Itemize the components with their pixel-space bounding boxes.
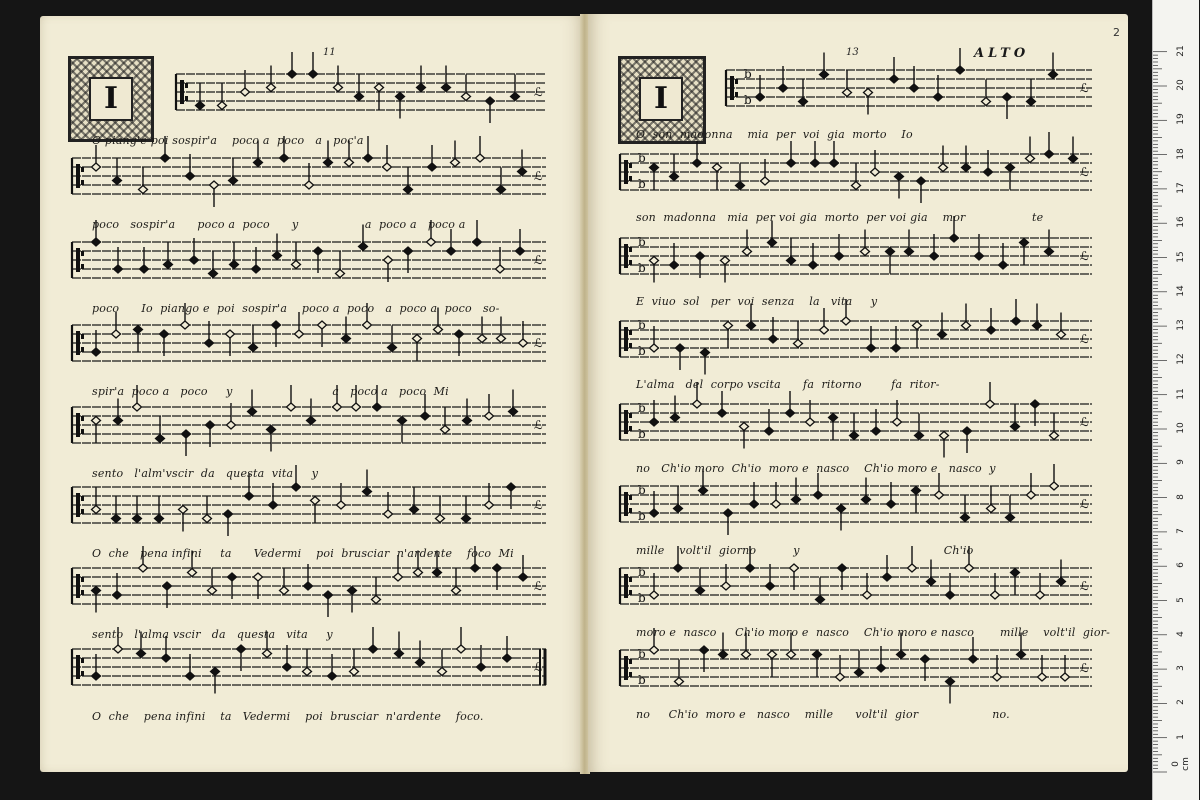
note bbox=[927, 560, 936, 586]
note bbox=[395, 632, 404, 658]
lyric-line: son madonna mia per voi gia morto per voi gia mor te bbox=[636, 211, 1044, 224]
svg-text:ℒ: ℒ bbox=[534, 660, 543, 674]
note bbox=[438, 650, 447, 676]
note bbox=[1011, 405, 1020, 431]
note bbox=[650, 257, 659, 283]
page-mark: 11 bbox=[323, 47, 336, 58]
ruler-label: 3 bbox=[1176, 665, 1186, 671]
svg-text:ℒ: ℒ bbox=[1080, 497, 1089, 511]
ruler-label: 5 bbox=[1176, 596, 1186, 603]
note bbox=[820, 53, 829, 79]
note bbox=[1006, 164, 1015, 190]
note bbox=[196, 84, 205, 110]
note bbox=[1027, 80, 1036, 106]
note bbox=[768, 651, 777, 677]
note bbox=[350, 650, 359, 676]
note bbox=[441, 408, 450, 434]
note bbox=[1011, 569, 1020, 595]
note bbox=[372, 578, 381, 604]
ruler-label: 8 bbox=[1176, 493, 1186, 500]
note bbox=[364, 136, 373, 162]
note bbox=[696, 569, 705, 595]
note bbox=[388, 326, 397, 352]
note bbox=[309, 52, 318, 78]
svg-text:b: b bbox=[638, 261, 646, 275]
note bbox=[307, 399, 316, 425]
svg-text:b: b bbox=[638, 235, 646, 249]
note bbox=[816, 578, 825, 604]
svg-text:ℒ: ℒ bbox=[534, 579, 543, 593]
svg-text:b: b bbox=[744, 67, 752, 81]
lyric-line: sento l'alm'vscir da questa vita y bbox=[92, 467, 319, 480]
svg-text:b: b bbox=[638, 483, 646, 497]
note bbox=[396, 93, 405, 119]
note bbox=[674, 487, 683, 513]
lyric-line: O son madonna mia per voi gia morto Io bbox=[636, 128, 913, 141]
lyric-line: no Ch'io moro Ch'io moro e nasco Ch'io moro e nasco y bbox=[636, 462, 996, 475]
note bbox=[209, 252, 218, 278]
svg-text:b: b bbox=[638, 565, 646, 579]
note bbox=[736, 164, 745, 190]
initial-letter: I bbox=[653, 81, 669, 116]
svg-text:b: b bbox=[638, 318, 646, 332]
note bbox=[1045, 132, 1054, 158]
note bbox=[940, 432, 949, 458]
note bbox=[895, 173, 904, 199]
note bbox=[671, 396, 680, 422]
lyric-line: moro e nasco Ch'io moro e nasco Ch'io moro e nasco mille volt'il gior- bbox=[636, 626, 1111, 639]
note bbox=[1049, 53, 1058, 79]
note bbox=[156, 417, 165, 443]
svg-text:b: b bbox=[638, 647, 646, 661]
note bbox=[886, 248, 895, 274]
initial-letter: I bbox=[103, 81, 119, 116]
note bbox=[956, 48, 965, 74]
note bbox=[375, 84, 384, 110]
note bbox=[404, 168, 413, 194]
svg-text:ℒ: ℒ bbox=[1080, 661, 1089, 675]
note bbox=[1033, 304, 1042, 330]
note bbox=[743, 230, 752, 256]
note bbox=[946, 678, 955, 704]
note bbox=[164, 243, 173, 269]
note bbox=[509, 390, 518, 416]
note bbox=[905, 230, 914, 256]
note bbox=[768, 221, 777, 247]
note bbox=[478, 317, 487, 343]
svg-text:ℒ: ℒ bbox=[534, 253, 543, 267]
note bbox=[288, 52, 297, 78]
right-page bbox=[588, 14, 1128, 772]
note bbox=[92, 587, 101, 613]
svg-text:b: b bbox=[638, 591, 646, 605]
note bbox=[1006, 496, 1015, 522]
note bbox=[862, 478, 871, 504]
svg-text:ℒ: ℒ bbox=[534, 169, 543, 183]
note bbox=[92, 488, 101, 514]
lyric-line: poco sospir'a poco a poco y a poco a poco a bbox=[92, 218, 466, 231]
note bbox=[861, 230, 870, 256]
lyric-line: poco Io piango e poi sospir'a poco a poco a poco a poco so- bbox=[92, 302, 500, 315]
lyric-line: E viuo sol per voi senza la vita y bbox=[636, 295, 878, 308]
ruler-label: 9 bbox=[1176, 459, 1186, 466]
note bbox=[939, 146, 948, 172]
note bbox=[813, 651, 822, 677]
note bbox=[864, 89, 873, 115]
note bbox=[650, 164, 659, 190]
note bbox=[336, 252, 345, 278]
note bbox=[1050, 464, 1059, 490]
note bbox=[218, 84, 227, 110]
ruler-unit-label: 0 cm bbox=[1171, 757, 1191, 771]
svg-text:ℒ: ℒ bbox=[1080, 81, 1089, 95]
lyric-line: L'alma del corpo vscita fa ritorno fa ritor- bbox=[636, 378, 940, 391]
lyric-line: O che pena infini ta Vedermi poi brusciar n'ardente foco Mi bbox=[92, 547, 514, 560]
note bbox=[938, 313, 947, 339]
lyric-line: no Ch'io moro e nasco mille volt'il gior no. bbox=[636, 708, 1010, 721]
note bbox=[229, 159, 238, 185]
note bbox=[962, 304, 971, 330]
note bbox=[155, 497, 164, 523]
note bbox=[133, 497, 142, 523]
staff bbox=[620, 132, 1092, 203]
note bbox=[1057, 560, 1066, 586]
note bbox=[852, 164, 861, 190]
note bbox=[497, 168, 506, 194]
page-mark: 13 bbox=[846, 47, 859, 58]
lyric-line: spir'a poco a poco y a poco a poco Mi bbox=[92, 385, 449, 398]
staff bbox=[620, 628, 1092, 704]
note bbox=[518, 150, 527, 176]
svg-text:ℒ: ℒ bbox=[534, 418, 543, 432]
note bbox=[462, 497, 471, 523]
ruler-label: 13 bbox=[1176, 319, 1186, 331]
note bbox=[134, 326, 143, 352]
svg-text:ℒ: ℒ bbox=[1080, 165, 1089, 179]
note bbox=[670, 155, 679, 181]
note bbox=[355, 75, 364, 101]
ruler-label: 17 bbox=[1176, 182, 1186, 194]
note bbox=[451, 141, 460, 167]
note bbox=[511, 75, 520, 101]
ruler-label: 7 bbox=[1176, 528, 1186, 534]
note bbox=[675, 660, 684, 686]
measurement-ruler bbox=[1152, 0, 1199, 800]
note bbox=[740, 423, 749, 449]
note bbox=[342, 317, 351, 343]
note bbox=[211, 668, 220, 694]
ruler-label: 11 bbox=[1176, 387, 1186, 400]
note bbox=[113, 159, 122, 185]
svg-text:ℒ: ℒ bbox=[534, 336, 543, 350]
note bbox=[792, 478, 801, 504]
note bbox=[203, 497, 212, 523]
note bbox=[363, 470, 372, 496]
ruler-label: 2 bbox=[1176, 699, 1186, 706]
ruler-label: 18 bbox=[1176, 147, 1186, 160]
note bbox=[476, 136, 485, 162]
note bbox=[249, 326, 258, 352]
ruler-label: 10 bbox=[1176, 422, 1186, 434]
note bbox=[473, 220, 482, 246]
svg-text:ℒ: ℒ bbox=[1080, 249, 1089, 263]
note bbox=[267, 66, 276, 92]
svg-text:b: b bbox=[638, 673, 646, 687]
note bbox=[787, 239, 796, 265]
svg-text:ℒ: ℒ bbox=[1080, 579, 1089, 593]
note bbox=[267, 426, 276, 452]
lyric-line: mille volt'il giorno y Ch'io bbox=[636, 544, 974, 557]
note bbox=[452, 569, 461, 595]
ruler-label: 6 bbox=[1176, 562, 1186, 569]
note bbox=[410, 488, 419, 514]
note bbox=[462, 75, 471, 101]
ruler-label: 19 bbox=[1176, 113, 1186, 126]
note bbox=[463, 399, 472, 425]
note bbox=[837, 505, 846, 531]
svg-text:ℒ: ℒ bbox=[1080, 332, 1089, 346]
note bbox=[794, 322, 803, 348]
lyric-line: O che pena infini ta Vedermi poi brusciar n'ardente foco. bbox=[92, 710, 484, 723]
note bbox=[436, 497, 445, 523]
note bbox=[962, 146, 971, 172]
staff bbox=[726, 48, 1092, 119]
svg-text:b: b bbox=[638, 151, 646, 165]
note bbox=[724, 322, 733, 348]
ruler-label: 20 bbox=[1176, 79, 1186, 91]
note bbox=[721, 257, 730, 283]
note bbox=[92, 417, 101, 443]
ruler-label: 16 bbox=[1176, 216, 1186, 228]
note bbox=[369, 627, 378, 653]
svg-text:b: b bbox=[638, 401, 646, 415]
note bbox=[982, 80, 991, 106]
ruler-label: 1 bbox=[1176, 733, 1186, 740]
svg-text:ℒ: ℒ bbox=[534, 85, 543, 99]
note bbox=[1069, 137, 1078, 163]
left-page bbox=[40, 16, 584, 772]
svg-text:b: b bbox=[638, 344, 646, 358]
ruler-label: 14 bbox=[1176, 285, 1186, 297]
note bbox=[829, 414, 838, 440]
note bbox=[912, 487, 921, 513]
note bbox=[457, 627, 466, 653]
svg-text:b: b bbox=[638, 177, 646, 191]
note bbox=[334, 66, 343, 92]
svg-text:b: b bbox=[638, 427, 646, 441]
note bbox=[799, 80, 808, 106]
note bbox=[208, 569, 217, 595]
part-name: ALTO bbox=[974, 46, 1030, 61]
note bbox=[280, 569, 289, 595]
svg-text:ℒ: ℒ bbox=[534, 498, 543, 512]
note bbox=[179, 506, 188, 532]
corner-mark: 2 bbox=[1113, 26, 1120, 39]
note bbox=[230, 243, 239, 269]
note bbox=[1057, 313, 1066, 339]
note bbox=[442, 66, 451, 92]
note bbox=[850, 414, 859, 440]
note bbox=[855, 651, 864, 677]
note bbox=[986, 382, 995, 408]
staff bbox=[620, 216, 1092, 283]
note bbox=[915, 414, 924, 440]
ruler-label: 21 bbox=[1176, 44, 1186, 57]
note bbox=[112, 497, 121, 523]
note bbox=[1026, 137, 1035, 163]
note bbox=[1045, 230, 1054, 256]
lyric-line: sento l'alma vscir da questa vita y bbox=[92, 628, 333, 641]
note bbox=[416, 641, 425, 667]
staff bbox=[620, 382, 1092, 458]
ruler-label: 4 bbox=[1176, 630, 1186, 637]
note bbox=[114, 399, 123, 425]
note bbox=[1050, 414, 1059, 440]
note bbox=[987, 487, 996, 513]
note bbox=[311, 497, 320, 523]
note bbox=[348, 587, 357, 613]
lyric-line: O piang'e poi sospir'a poco a poco a poc'a bbox=[92, 134, 364, 147]
svg-text:ℒ: ℒ bbox=[1080, 415, 1089, 429]
svg-text:b: b bbox=[744, 93, 752, 107]
staff bbox=[620, 299, 1092, 375]
note bbox=[292, 243, 301, 269]
note bbox=[843, 71, 852, 97]
note bbox=[497, 317, 506, 343]
ruler-label: 12 bbox=[1176, 353, 1186, 366]
note bbox=[701, 349, 710, 375]
note bbox=[1012, 299, 1021, 325]
note bbox=[961, 496, 970, 522]
ruler-label: 15 bbox=[1176, 250, 1186, 263]
note bbox=[413, 335, 422, 361]
note bbox=[398, 417, 407, 443]
note bbox=[417, 66, 426, 92]
note bbox=[139, 168, 148, 194]
note bbox=[913, 322, 922, 348]
svg-text:b: b bbox=[638, 509, 646, 523]
note bbox=[273, 234, 282, 260]
note bbox=[1020, 239, 1029, 265]
note bbox=[303, 650, 312, 676]
note bbox=[713, 164, 722, 190]
staff bbox=[176, 52, 546, 123]
